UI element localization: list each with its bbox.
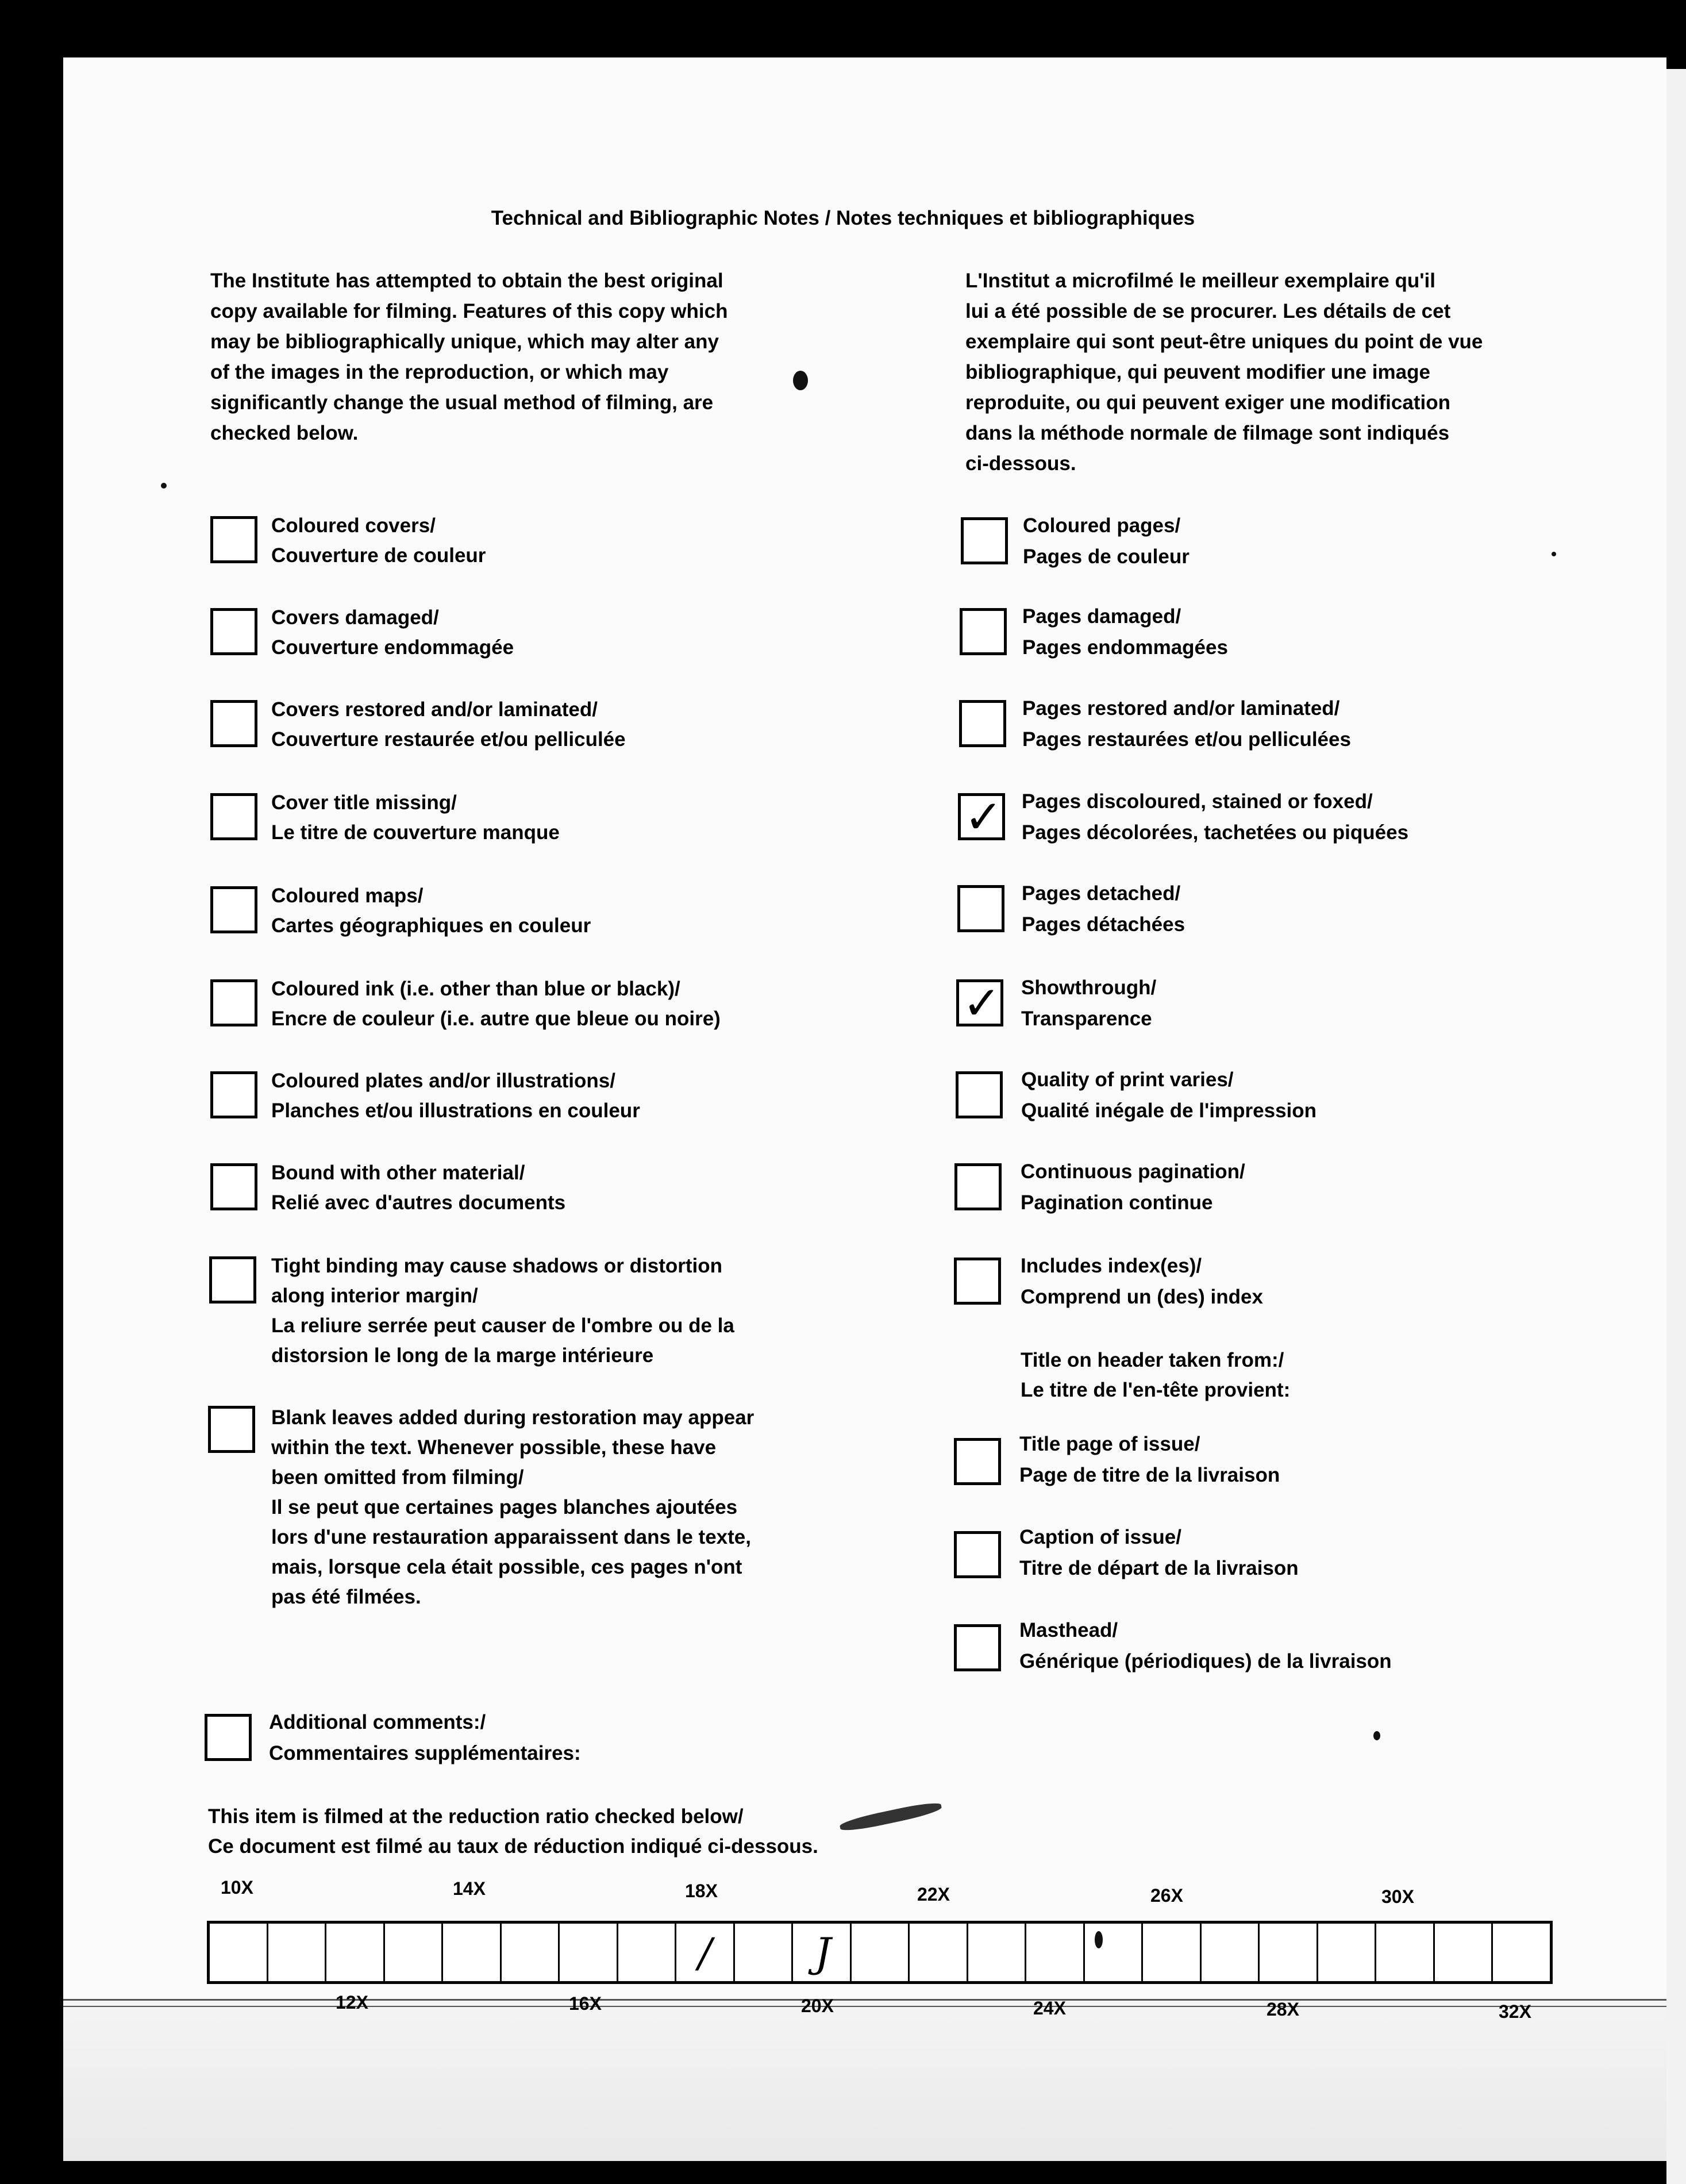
blank-leaves-line4: Il se peut que certaines pages blanches ajoutées	[271, 1496, 738, 1518]
left-item-1-label-en: Covers damaged/	[271, 606, 439, 629]
right-item-0-label-en: Coloured pages/	[1023, 514, 1181, 537]
left-item-4-label-fr: Cartes géographiques en couleur	[271, 914, 591, 937]
ratio-cell[interactable]	[560, 1924, 618, 1981]
scan-speck	[1095, 1931, 1103, 1948]
film-edge	[1666, 69, 1686, 2184]
checkbox-right-5[interactable]	[956, 976, 1003, 1030]
tight-binding-line2: along interior margin/	[271, 1285, 478, 1307]
ratio-cell[interactable]	[1493, 1924, 1550, 1981]
ratio-bottom-label: 32X	[1499, 2001, 1531, 2022]
page-title: Technical and Bibliographic Notes / Notes techniques et bibliographiques	[491, 207, 1195, 229]
ratio-cell[interactable]	[1260, 1924, 1318, 1981]
left-item-7-label-en: Bound with other material/	[271, 1162, 525, 1184]
left-item-4-label-en: Coloured maps/	[271, 885, 424, 907]
left-item-3-label-fr: Le titre de couverture manque	[271, 821, 560, 844]
ratio-cell[interactable]	[910, 1924, 968, 1981]
blank-leaves-line5: lors d'une restauration apparaissent dans le texte,	[271, 1526, 751, 1548]
checkbox-right-7[interactable]	[954, 1163, 1002, 1210]
reduction-ratio-grid	[207, 1921, 1553, 1984]
ratio-bottom-label: 28X	[1267, 1999, 1299, 2020]
checkbox-left-7[interactable]	[210, 1163, 257, 1210]
right-item-4-label-fr: Pages détachées	[1022, 913, 1185, 936]
ratio-cell[interactable]	[1026, 1924, 1085, 1981]
checkbox-right-lower-0[interactable]	[954, 1438, 1001, 1485]
ratio-cell[interactable]	[210, 1924, 268, 1981]
ratio-cell[interactable]	[326, 1924, 385, 1981]
right-item-8-label-fr: Comprend un (des) index	[1021, 1286, 1263, 1308]
check-mark-icon: ✓	[964, 790, 1003, 844]
checkbox-right-3[interactable]	[958, 790, 1005, 844]
header-taken-line2: Le titre de l'en-tête provient:	[1021, 1379, 1291, 1401]
right-item-6-label-en: Quality of print varies/	[1021, 1068, 1234, 1091]
ratio-bottom-label: 16X	[569, 1993, 602, 2014]
checkbox-left-3[interactable]	[210, 793, 257, 840]
header-taken-line1: Title on header taken from:/	[1021, 1349, 1284, 1371]
blank-leaves-line7: pas été filmées.	[271, 1586, 421, 1608]
checkbox-right-6[interactable]	[956, 1071, 1003, 1118]
ratio-mark: /	[698, 1929, 712, 1977]
ratio-top-label: 18X	[685, 1881, 718, 1901]
tight-binding-line4: distorsion le long de la marge intérieure	[271, 1344, 654, 1367]
left-item-2-label-fr: Couverture restaurée et/ou pelliculée	[271, 728, 626, 751]
left-item-1-label-fr: Couverture endommagée	[271, 636, 514, 659]
ratio-cell[interactable]	[793, 1924, 852, 1981]
left-item-0-label-fr: Couverture de couleur	[271, 544, 486, 567]
scan-speck	[1552, 552, 1556, 556]
checkbox-right-8[interactable]	[954, 1258, 1001, 1305]
ratio-cell[interactable]	[676, 1924, 735, 1981]
checkbox-tight-binding[interactable]	[209, 1256, 256, 1304]
blank-leaves-line1: Blank leaves added during restoration may appear	[271, 1406, 755, 1429]
right-item-3-label-en: Pages discoloured, stained or foxed/	[1022, 790, 1373, 813]
left-item-2-label-en: Covers restored and/or laminated/	[271, 698, 598, 721]
blank-leaves-line2: within the text. Whenever possible, these have	[271, 1436, 717, 1459]
right-lower-item-0-label-en: Title page of issue/	[1019, 1433, 1200, 1455]
ratio-cell[interactable]	[1085, 1924, 1144, 1981]
right-lower-item-0-label-fr: Page de titre de la livraison	[1019, 1464, 1280, 1486]
left-item-7-label-fr: Relié avec d'autres documents	[271, 1191, 566, 1214]
right-item-2-label-fr: Pages restaurées et/ou pelliculées	[1022, 728, 1351, 751]
scan-speck	[1373, 1731, 1380, 1740]
ratio-cell[interactable]	[968, 1924, 1027, 1981]
checkbox-right-lower-2[interactable]	[954, 1624, 1001, 1671]
tight-binding-line1: Tight binding may cause shadows or distortion	[271, 1255, 722, 1277]
ratio-cell[interactable]	[1376, 1924, 1435, 1981]
ratio-cell[interactable]	[385, 1924, 444, 1981]
right-item-2-label-en: Pages restored and/or laminated/	[1022, 697, 1340, 720]
ratio-cell[interactable]	[852, 1924, 910, 1981]
ratio-top-label: 30X	[1381, 1886, 1414, 1907]
ratio-cell[interactable]	[443, 1924, 502, 1981]
ratio-top-label: 22X	[917, 1884, 950, 1905]
ratio-cell[interactable]	[502, 1924, 560, 1981]
check-mark-icon: ✓	[963, 976, 1002, 1030]
film-line	[63, 2006, 1666, 2007]
ratio-top-label: 14X	[453, 1878, 486, 1899]
tight-binding-line3: La reliure serrée peut causer de l'ombre ou de la	[271, 1314, 734, 1337]
reduction-line2: Ce document est filmé au taux de réduction indiqué ci-dessous.	[208, 1835, 818, 1858]
left-item-0-label-en: Coloured covers/	[271, 514, 436, 537]
right-item-0-label-fr: Pages de couleur	[1023, 545, 1190, 568]
ratio-cell[interactable]	[735, 1924, 794, 1981]
ratio-top-label: 26X	[1150, 1885, 1183, 1906]
left-item-6-label-fr: Planches et/ou illustrations en couleur	[271, 1099, 640, 1122]
checkbox-left-4[interactable]	[210, 886, 257, 933]
checkbox-left-5[interactable]	[210, 979, 257, 1026]
film-band	[63, 2000, 1666, 2161]
ratio-cell[interactable]	[1435, 1924, 1493, 1981]
left-item-5-label-en: Coloured ink (i.e. other than blue or black)/	[271, 978, 680, 1000]
right-item-1-label-en: Pages damaged/	[1022, 605, 1181, 628]
ratio-cell[interactable]	[1318, 1924, 1377, 1981]
right-item-5-label-en: Showthrough/	[1021, 976, 1157, 999]
left-item-6-label-en: Coloured plates and/or illustrations/	[271, 1070, 615, 1092]
left-item-3-label-en: Cover title missing/	[271, 791, 457, 814]
intro-english: The Institute has attempted to obtain the best original copy available for filming. Features of this copy which may be bibliographically unique, which may alter any of the images in the reproduction, or which may significantly change the usual method of filming, are checked below.	[210, 270, 728, 444]
right-item-4-label-en: Pages detached/	[1022, 882, 1181, 905]
checkbox-right-0[interactable]	[961, 517, 1008, 564]
right-item-8-label-en: Includes index(es)/	[1021, 1255, 1202, 1277]
right-item-3-label-fr: Pages décolorées, tachetées ou piquées	[1022, 821, 1409, 844]
checkbox-additional-comments[interactable]	[205, 1714, 252, 1761]
ratio-cell[interactable]	[618, 1924, 677, 1981]
ratio-mark: J	[815, 1929, 832, 1977]
right-lower-item-2-label-fr: Générique (périodiques) de la livraison	[1019, 1650, 1392, 1672]
scan-speck	[161, 483, 167, 489]
ratio-top-label: 10X	[221, 1877, 253, 1898]
reduction-line1: This item is filmed at the reduction ratio checked below/	[208, 1805, 744, 1828]
ratio-bottom-label: 12X	[336, 1992, 368, 2013]
right-lower-item-1-label-fr: Titre de départ de la livraison	[1019, 1557, 1299, 1579]
blank-leaves-line3: been omitted from filming/	[271, 1466, 524, 1489]
right-lower-item-1-label-en: Caption of issue/	[1019, 1526, 1181, 1548]
ratio-bottom-label: 20X	[801, 1995, 834, 2016]
checkbox-right-4[interactable]	[957, 885, 1004, 932]
checkbox-left-6[interactable]	[210, 1071, 257, 1118]
checkbox-right-lower-1[interactable]	[954, 1531, 1001, 1578]
checkbox-left-2[interactable]	[210, 700, 257, 747]
left-item-5-label-fr: Encre de couleur (i.e. autre que bleue ou noire)	[271, 1008, 721, 1030]
right-item-7-label-fr: Pagination continue	[1021, 1191, 1213, 1214]
checkbox-right-2[interactable]	[959, 700, 1006, 747]
right-item-7-label-en: Continuous pagination/	[1021, 1160, 1245, 1183]
ratio-cell[interactable]	[268, 1924, 327, 1981]
ratio-cell[interactable]	[1202, 1924, 1260, 1981]
film-line	[63, 1999, 1666, 2001]
ratio-cell[interactable]	[1143, 1924, 1202, 1981]
blank-leaves-line6: mais, lorsque cela était possible, ces pages n'ont	[271, 1556, 742, 1578]
additional-comments-line2: Commentaires supplémentaires:	[269, 1742, 581, 1764]
right-lower-item-2-label-en: Masthead/	[1019, 1619, 1118, 1641]
checkbox-left-0[interactable]	[210, 516, 257, 563]
ratio-bottom-label: 24X	[1033, 1998, 1066, 2018]
checkbox-left-1[interactable]	[210, 608, 257, 655]
right-item-5-label-fr: Transparence	[1021, 1008, 1152, 1030]
additional-comments-line1: Additional comments:/	[269, 1711, 486, 1733]
intro-french: L'Institut a microfilmé le meilleur exemplaire qu'il lui a été possible de se procurer. Les détails de cet exemplaire qui sont peut-être uniques du point de vue bibliographique, qui peuvent modifier une image reproduite, ou qui peuvent exiger une modification dans la méthode normale de filmage sont indiqués ci-dessous.	[965, 270, 1483, 475]
right-item-1-label-fr: Pages endommagées	[1022, 636, 1228, 659]
right-item-6-label-fr: Qualité inégale de l'impression	[1021, 1099, 1317, 1122]
checkbox-blank-leaves[interactable]	[208, 1406, 255, 1453]
scan-speck	[793, 371, 808, 390]
checkbox-right-1[interactable]	[960, 608, 1007, 655]
